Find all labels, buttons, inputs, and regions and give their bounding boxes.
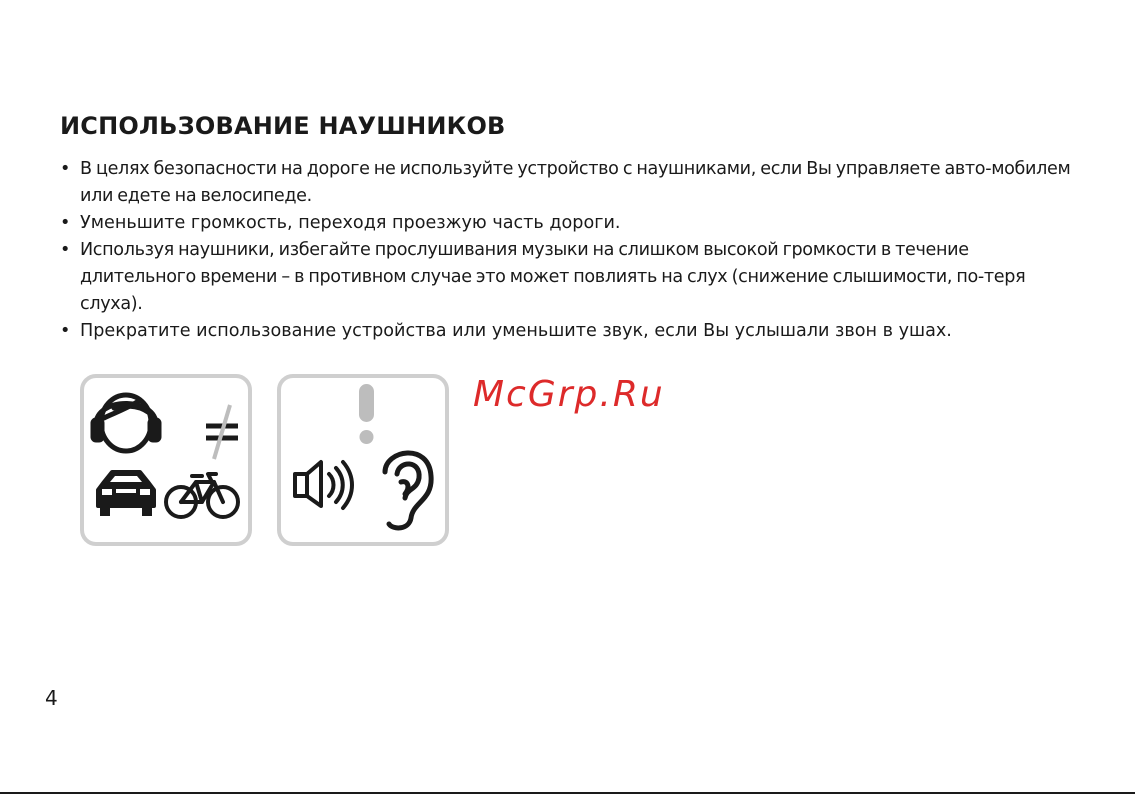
car-icon [98, 472, 154, 516]
bullet-marker: • [60, 213, 71, 233]
exclamation-icon [359, 384, 374, 444]
speaker-icon [295, 462, 352, 508]
headphones-person-icon [93, 395, 159, 451]
page-title: ИСПОЛЬЗОВАНИЕ НАУШНИКОВ [60, 112, 506, 140]
bullet-marker: • [60, 321, 71, 341]
bullet-list [60, 156, 1080, 345]
list-item-text: В целях безопасности на дороге не используйте устройство с наушниками, если Вы управляете авто-мобилем или едете на велосипеде. [80, 159, 1071, 206]
loud-sound-ear-warning-icon [277, 374, 449, 546]
bullet-marker: • [60, 159, 71, 179]
headphones-driving-graphic [84, 378, 248, 542]
bottom-divider [0, 792, 1135, 794]
bicycle-icon [166, 474, 238, 517]
list-item [60, 318, 1080, 345]
watermark: McGrp.Ru [473, 374, 665, 415]
list-item [60, 237, 1080, 318]
list-item [60, 156, 1080, 210]
headphones-not-equal-driving-icon [80, 374, 252, 546]
bullet-marker: • [60, 240, 71, 260]
list-item [60, 210, 1080, 237]
list-item-text: Уменьшите громкость, переходя проезжую часть дороги. [80, 213, 621, 233]
ear-icon [385, 453, 431, 528]
not-equal-icon [206, 405, 238, 459]
list-item-text: Прекратите использование устройства или уменьшите звук, если Вы услышали звон в ушах. [80, 321, 952, 341]
list-item-text: Используя наушники, избегайте прослушивания музыки на слишком высокой громкости в течение длительного времени – в противном случае это может повлиять на слух (снижение слышимости, по-теря слуха). [80, 240, 1026, 314]
loud-sound-ear-graphic [281, 378, 445, 542]
page-number: 4 [45, 686, 58, 710]
